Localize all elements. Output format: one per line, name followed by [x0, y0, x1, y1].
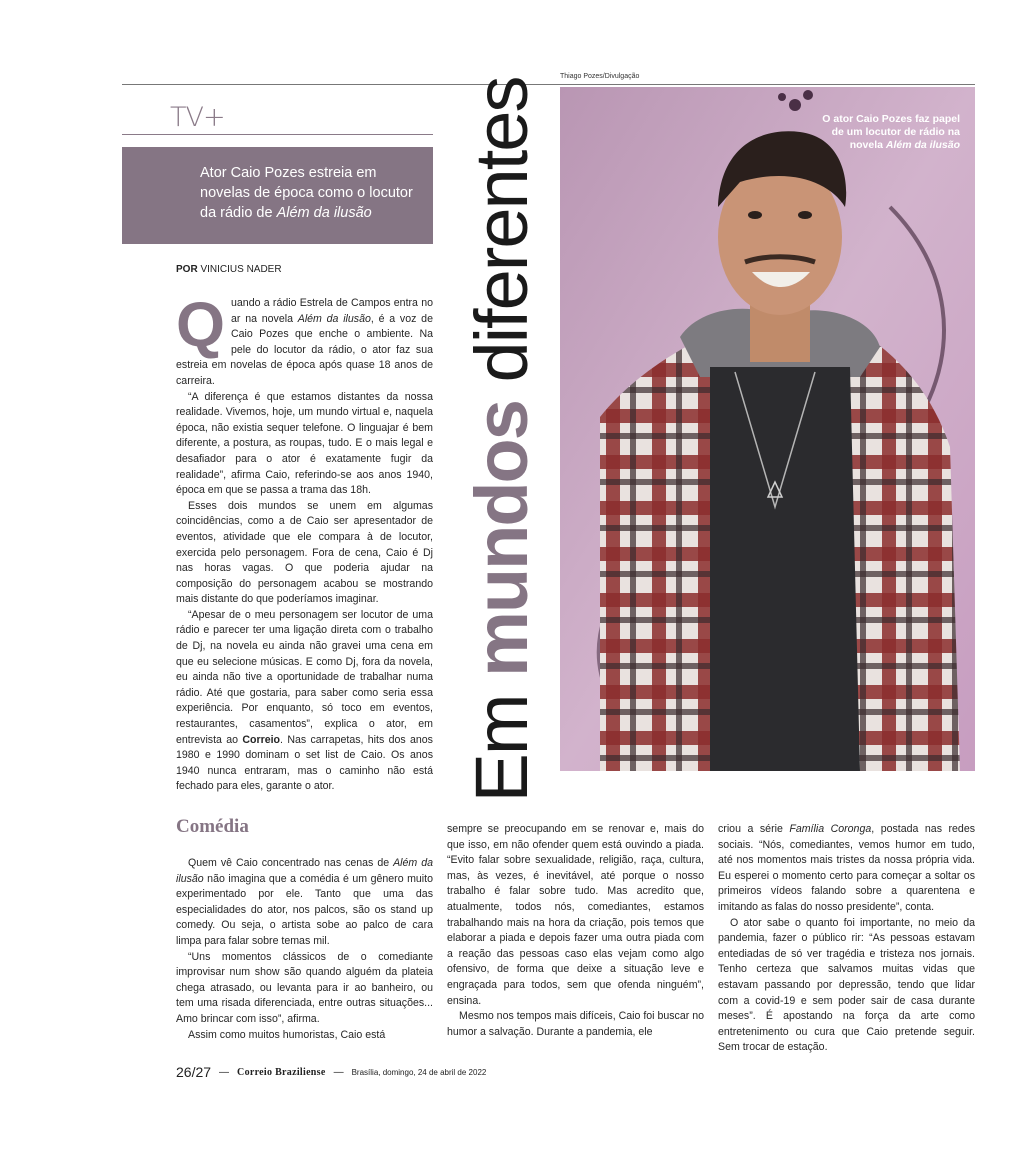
headline: Em mundos diferentes: [460, 77, 543, 803]
paragraph: criou a série Família Coronga, postada nas redes sociais. “Nós, comediantes, vemos humor em tudo, até nos momentos mais tristes da nossa própria vida. Eu esperei o momento certo para começar a soltar os primeiros vídeos falando sobre a quarentena e imitando as falas do nosso presidente”, conta.: [718, 823, 976, 913]
photo-illustration: [560, 87, 975, 771]
paragraph: Mesmo nos tempos mais difíceis, Caio foi buscar no humor a salvação. Durante a pandemia, ele: [447, 1010, 704, 1038]
photo-credit: Thiago Pozes/Divulgação: [560, 73, 640, 80]
paragraph: Assim como muitos humoristas, Caio está: [188, 1028, 386, 1041]
paragraph: “A diferença é que estamos distantes da nossa realidade. Vivemos, hoje, um mundo virtual e, naquela época, não existia sequer telefone. O linguajar é bem diferente, a postura, as roupas, tudo. E o mais legal e desafiador para o ator é exatamente fugir da realidade”, afirma Caio, referindo-se aos anos 1940, época em que se passa a trama das 18h.: [176, 390, 433, 497]
footer-dash: —: [219, 1066, 230, 1078]
section-rule: [122, 134, 433, 135]
body-column-4: [718, 822, 975, 1056]
deck-text: Ator Caio Pozes estreia em novelas de época como o locutor da rádio de Além da ilusão: [200, 165, 413, 221]
paragraph: O ator sabe o quanto foi importante, no meio da pandemia, fazer o público rir: “As pessoas estavam entediadas de só ver tragédia e tristeza nos jornais. Tenho certeza que salvamos muitas vidas que estavam passando por depressão, tendo que lidar com a covid-19 e sem poder sair de casa durante meses”. É apostando na força da arte como entretenimento ou cura que Caio pretende seguir. Sem trocar de estação.: [718, 916, 975, 1054]
page-footer: [176, 1064, 486, 1080]
top-rule: [122, 84, 975, 85]
paragraph: sempre se preocupando em se renovar e, mais do que isso, em não ofender quem está ouvindo a piada. “Evito falar sobre sexualidade, religião, raça, cultura, mas, às vezes, é inevitável, até porque o nosso trabalho é falar sobre tudo. Mas acredito que, atualmente, todos nós, comediantes, estamos trabalhando mais na hora da criação, pois temos que elaborar a piada e depois fazer uma outra piada com a reação das pessoas caso elas vejam como algo ofensivo, de forma que deixe a situação leve e engraçada para todos, sem que ofenda ninguém”, ensina.: [447, 823, 704, 1007]
body-column-1: [176, 290, 433, 795]
section-tag: TV+: [170, 102, 225, 133]
body-column-3: [447, 822, 704, 1040]
photo-caption: O ator Caio Pozes faz papel de um locutor de rádio na novela Além da ilusão: [822, 113, 960, 151]
newspaper-name: Correio Braziliense: [237, 1066, 326, 1078]
issue-date: Brasília, domingo, 24 de abril de 2022: [351, 1067, 487, 1077]
deck-box: [122, 147, 433, 244]
subhead-comedia: Comédia: [176, 816, 249, 837]
footer-dash: —: [333, 1066, 344, 1078]
body-column-2: [176, 856, 433, 1043]
paragraph: Quando a rádio Estrela de Campos entra no ar na novela Além da ilusão, é a voz de Caio Pozes que enche o ambiente. Na pele do locutor da rádio, o ator faz sua estreia em novelas de época após quase 18 anos de carreira.: [176, 290, 433, 387]
byline: POR VINICIUS NADER: [176, 264, 282, 275]
paragraph: “Apesar de o meu personagem ser locutor de uma rádio e parecer ter uma ligação direta com o trabalho de Dj, na novela eu ainda não gravei uma cena em que eu selecione músicas. E como Dj, fora da novela, eu ainda não tive a oportunidade de trabalhar numa rádio. Até que gostaria, para saber como seria essa experiência. Por enquanto, só toco em eventos, restaurantes, casamentos”, explica o ator, em entrevista ao Correio. Nas carrapetas, hits dos anos 1980 e 1990 dominam o set list de Caio. Os anos 1940 nunca entraram, mas o caminho não está fechado para eles, garante o ator.: [176, 608, 433, 793]
photo-caio-pozes: [560, 87, 975, 771]
drop-cap: Q: [176, 290, 226, 360]
paragraph: Esses dois mundos se unem em algumas coincidências, como a de Caio ser apresentador de eventos, atividade que ele compara à de locutor, exercida pelo personagem. Fora de cena, Caio é Dj nas horas vagas. O que poderia ajudar na composição do personagem acabou se mostrando mais distante do que poderíamos imaginar.: [176, 499, 433, 606]
paragraph: “Uns momentos clássicos de o comediante improvisar num show são quando alguém da plateia chega atrasado, ou levanta para ir ao banheiro, ou tem uma risada diferenciada, entre outras situações... Amo brincar com isso”, afirma.: [176, 950, 433, 1025]
page-numbers: 26/27: [176, 1064, 212, 1080]
paragraph: Quem vê Caio concentrado nas cenas de Além da ilusão não imagina que a comédia é um gênero muito experimentado por ele. Tanto que uma das especialidades do ator, nos palcos, são os stand up comedy. Ou seja, o artista sobe ao palco de cara limpa para falar sobre temas mil.: [176, 857, 433, 947]
